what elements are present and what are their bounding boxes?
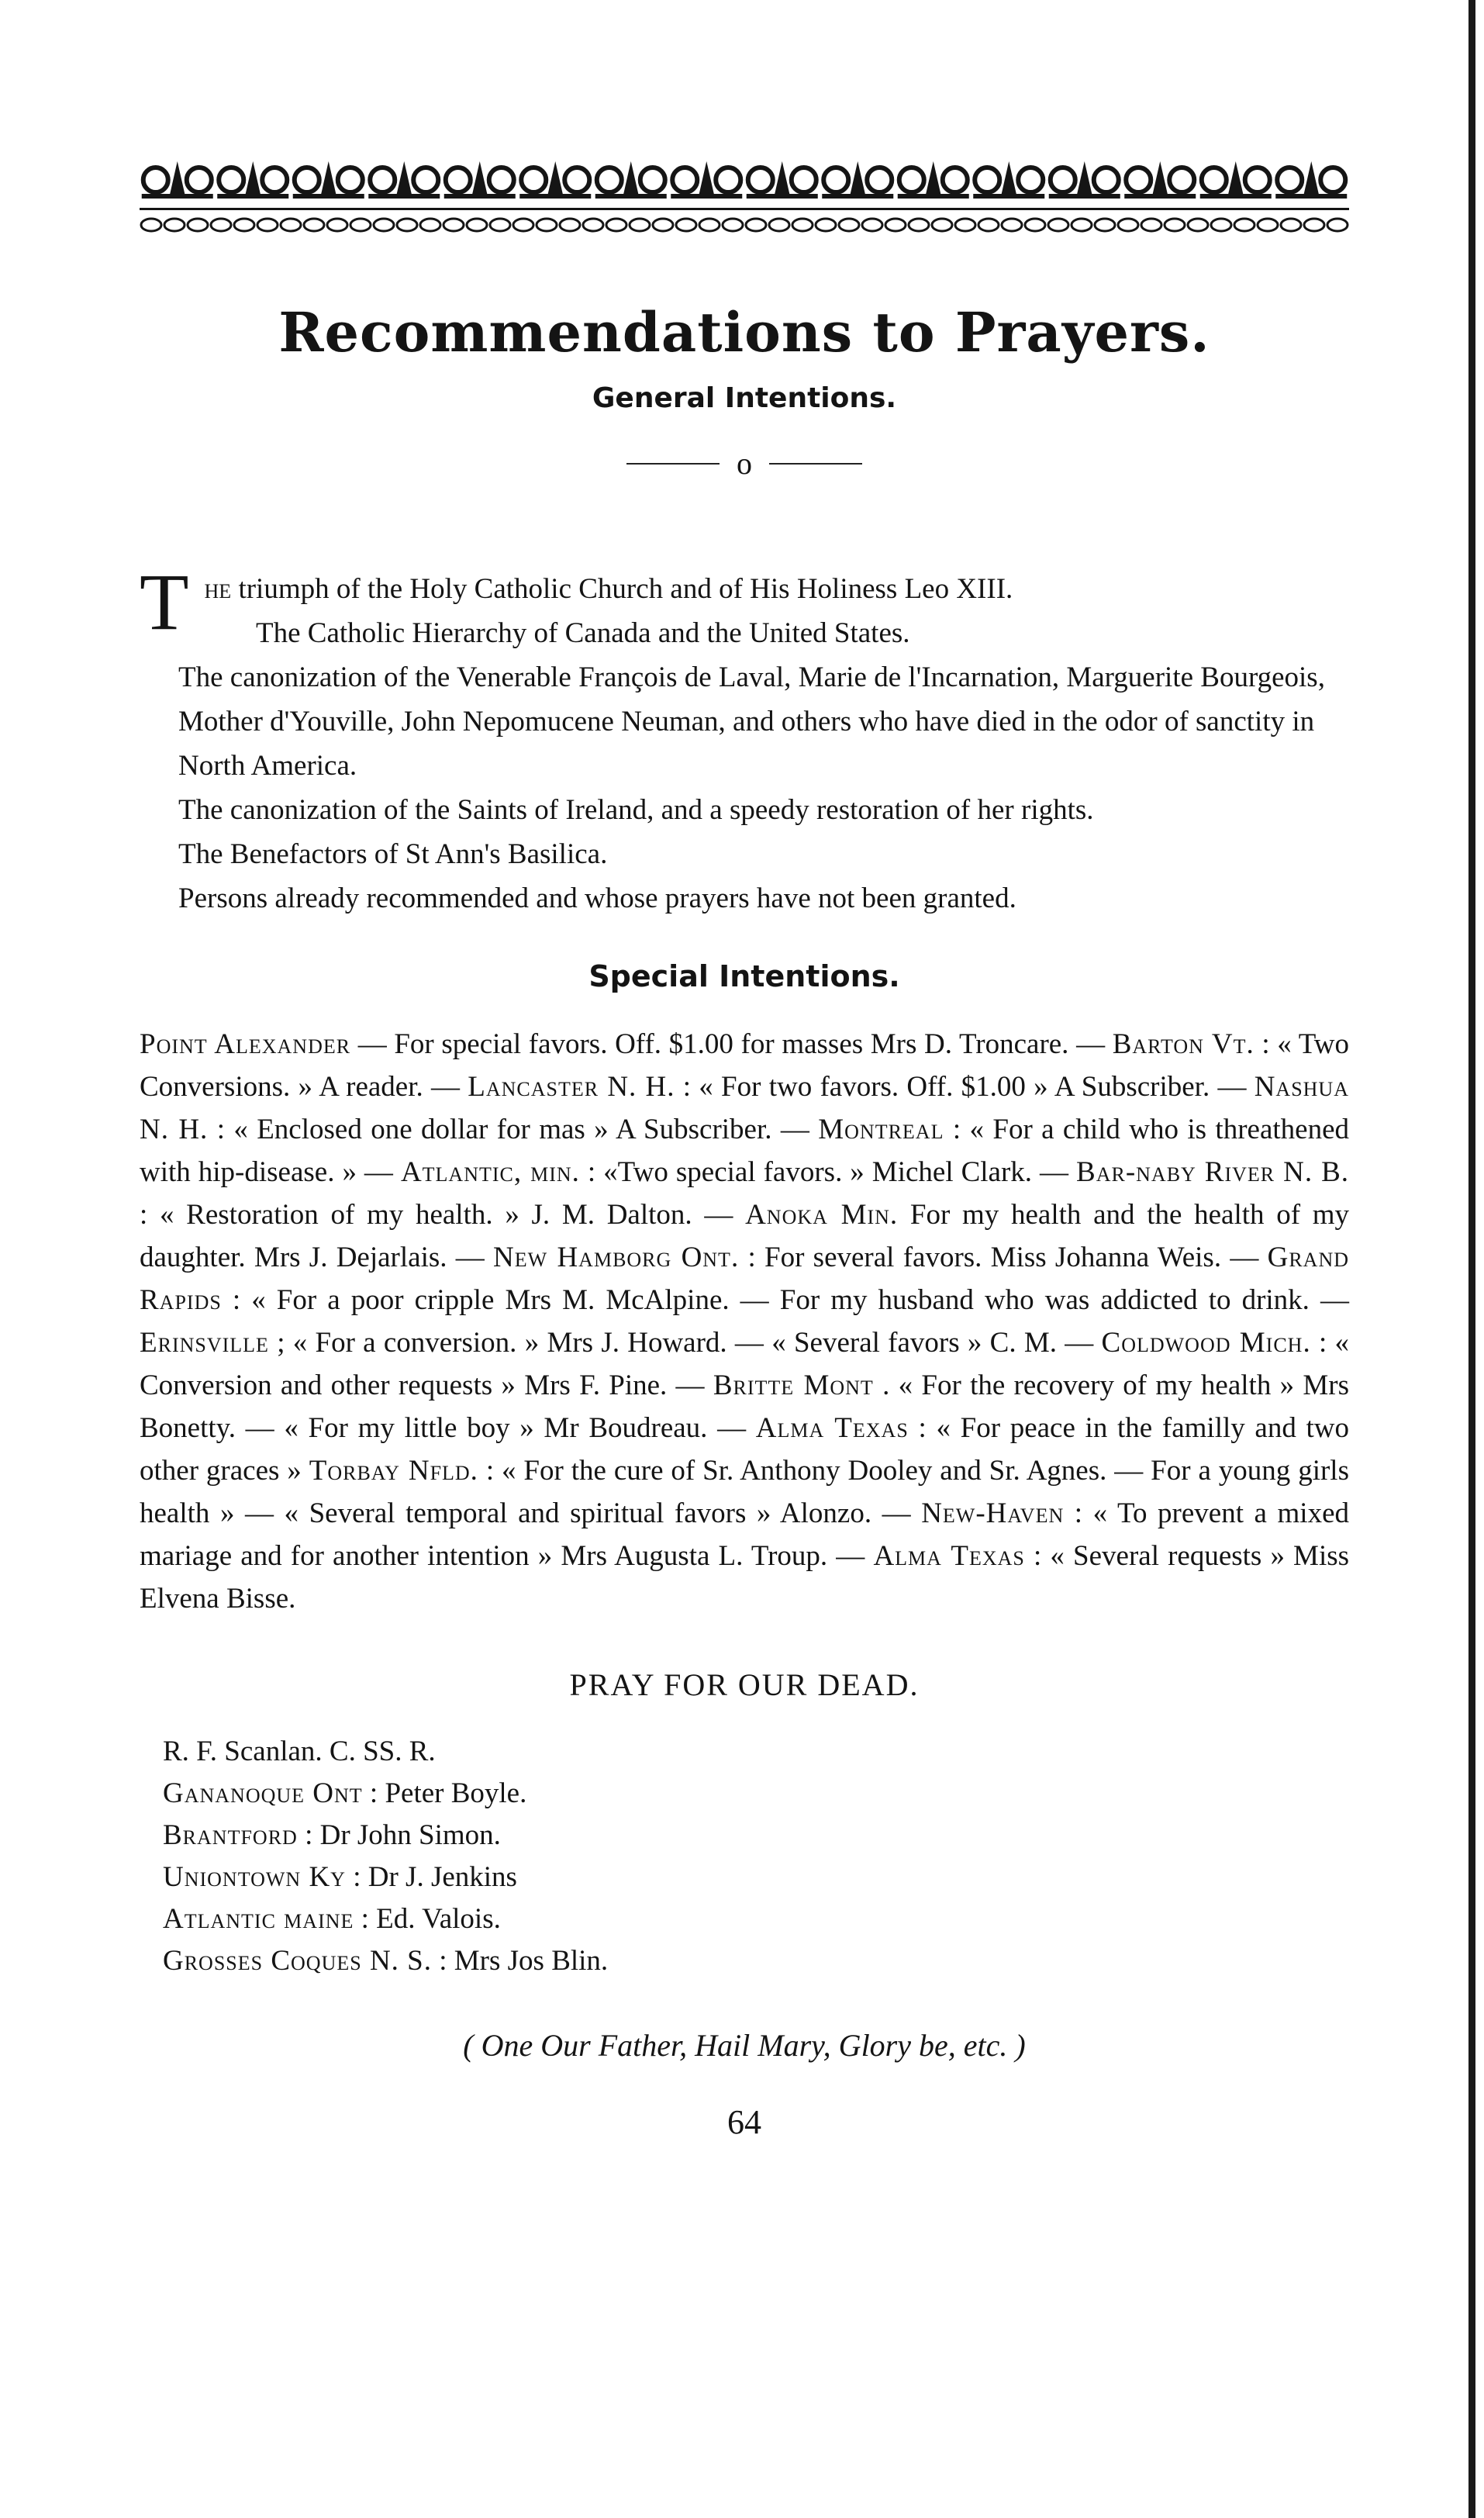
ornament-chain-link bbox=[862, 219, 882, 231]
ornament-chain-link bbox=[630, 219, 650, 231]
ornament-motif bbox=[822, 161, 893, 199]
ornament-chain-link bbox=[978, 219, 999, 231]
place-name: Uniontown Ky bbox=[163, 1861, 346, 1893]
ornament-chain-link bbox=[955, 219, 975, 231]
place-name: Nashua N. H. bbox=[140, 1071, 1349, 1145]
ornament-chain-link bbox=[909, 219, 929, 231]
ornament-chain-link bbox=[443, 219, 464, 231]
ornament-chain-link bbox=[1002, 219, 1022, 231]
place-name: Atlantic, min. bbox=[400, 1156, 580, 1188]
general-item: The canonization of the Venerable François de Laval, Marie de l'Incarnation, Marguerite Bourgeois, Mother d'Youville, John Nepomucene Neuman, and others who have died in the odor of sanctity in North America. bbox=[178, 661, 1325, 782]
place-name: Grand Rapids bbox=[140, 1242, 1350, 1316]
ornament-chain-link bbox=[885, 219, 906, 231]
ornament-motif bbox=[444, 161, 516, 199]
page-number: 64 bbox=[727, 2103, 761, 2141]
ornament-chain-link bbox=[1141, 219, 1161, 231]
ornament-chain-link bbox=[257, 219, 278, 231]
place-name: Point Alexander bbox=[140, 1028, 351, 1060]
ornament-chain-link bbox=[932, 219, 952, 231]
dead-entry: Brantford : Dr John Simon. bbox=[163, 1819, 501, 1851]
ornament-chain-link bbox=[188, 219, 208, 231]
ornament-motif bbox=[973, 161, 1044, 199]
ornament-motif bbox=[595, 161, 667, 199]
closing-prayer-note: ( One Our Father, Hail Mary, Glory be, etc. ) bbox=[463, 2028, 1026, 2063]
dead-entry: Uniontown Ky : Dr J. Jenkins bbox=[163, 1861, 517, 1893]
ornament-chain-link bbox=[1025, 219, 1045, 231]
ornament-motif bbox=[671, 161, 742, 199]
ornament-chain-link bbox=[839, 219, 859, 231]
ornament-chain-link bbox=[560, 219, 580, 231]
ornament-chain-link bbox=[513, 219, 533, 231]
general-item: Persons already recommended and whose prayers have not been granted. bbox=[178, 883, 1016, 914]
page-right-border bbox=[1468, 0, 1475, 2518]
ornament-chain-link bbox=[304, 219, 324, 231]
ornament-chain-link bbox=[1072, 219, 1092, 231]
place-name: Barton Vt. bbox=[1112, 1028, 1254, 1060]
ornament-chain-link bbox=[1281, 219, 1301, 231]
place-name: Lancaster N. H. bbox=[468, 1071, 675, 1103]
ornament-chain-link bbox=[374, 219, 394, 231]
ornament-chain-link bbox=[1327, 219, 1348, 231]
ornament-chain-link bbox=[699, 219, 720, 231]
ornament-motif bbox=[1049, 161, 1120, 199]
ornament-chain-link bbox=[350, 219, 371, 231]
place-name: Bar-naby River N. B. bbox=[1076, 1156, 1350, 1188]
place-name: Erinsville bbox=[140, 1327, 269, 1359]
ornament-chain-link bbox=[1048, 219, 1068, 231]
ornament-motif bbox=[1275, 161, 1347, 199]
ornament-chain-link bbox=[746, 219, 766, 231]
general-intentions-list bbox=[140, 558, 1349, 921]
drop-cap: T bbox=[140, 558, 189, 647]
ornament-motif bbox=[898, 161, 969, 199]
place-name: Atlantic maine bbox=[163, 1903, 354, 1935]
dead-entry: Grosses Coques N. S. : Mrs Jos Blin. bbox=[163, 1945, 609, 1977]
ornament-chain-link bbox=[537, 219, 557, 231]
ornament-chain-link bbox=[1234, 219, 1254, 231]
ornament-chain-link bbox=[490, 219, 510, 231]
general-item: The canonization of the Saints of Ireland, and a speedy restoration of her rights. bbox=[178, 794, 1094, 826]
ornament-chain-link bbox=[1304, 219, 1324, 231]
ornament-chain-link bbox=[1258, 219, 1278, 231]
ornament-motif bbox=[142, 161, 213, 199]
dead-entry: Atlantic maine : Ed. Valois. bbox=[163, 1903, 501, 1935]
place-name: Gananoque Ont bbox=[163, 1777, 363, 1809]
ornament-chain-link bbox=[606, 219, 626, 231]
ornament-motif bbox=[1124, 161, 1196, 199]
special-intentions-heading: Special Intentions. bbox=[588, 959, 900, 993]
ornament-chain-link bbox=[420, 219, 440, 231]
general-item: The Catholic Hierarchy of Canada and the United States. bbox=[256, 617, 910, 649]
ornament-chain-link bbox=[467, 219, 487, 231]
ornament-chain-link bbox=[1118, 219, 1138, 231]
ornament-chain-link bbox=[397, 219, 417, 231]
special-intentions-paragraph: Point Alexander — For special favors. Off. $1.00 for masses Mrs D. Troncare. — Barton Vt. : « Two Conversions. » A reader. — Lancaster N. H. : « For two favors. Off. $1.00 » A Subscriber. — Nashua N. H. : « Enclosed one dollar for mas » A Subscriber. — Montreal : « For a child who is threathened with hip-disease. » — Atlantic, min. : «Two special favors. » Michel Clark. — Bar-naby River N. B. : « Restoration of my health. » J. M. Dalton. — Anoka Min. For my health and the health of my daughter. Mrs J. Dejarlais. — New Hamborg Ont. : For several favors. Miss Johanna Weis. — Grand Rapids : « For a poor cripple Mrs M. McAlpine. — For my husband who was addicted to drink. — Erinsville ; « For a conversion. » Mrs J. Howard. — « Several favors » C. M. — Coldwood Mich. : « Conversion and other requests » Mrs F. Pine. — Britte Mont . « For the recovery of my health » Mrs Bonetty. — « For my little boy » Mr Boudreau. — Alma Texas : « For peace in the familly and two other graces » Torbay Nfld. : « For the cure of Sr. Anthony Dooley and Sr. Agnes. — For a young girls health » — « Several temporal and spiritual favors » Alonzo. — New-Haven : « To prevent a mixed mariage and for another intention » Mrs Augusta L. Troup. — Alma Texas : « Several requests » Miss Elvena Bisse. bbox=[140, 1028, 1350, 1615]
place-name: Brantford bbox=[163, 1819, 298, 1851]
ornament-chain-link bbox=[676, 219, 696, 231]
place-name: Britte Mont bbox=[713, 1370, 874, 1401]
place-name: Coldwood Mich. bbox=[1101, 1327, 1311, 1359]
ornament-motif bbox=[368, 161, 440, 199]
document-page bbox=[140, 147, 1349, 2142]
ornament-motif bbox=[293, 161, 364, 199]
divider-rule-right bbox=[769, 463, 862, 465]
ornament-motif bbox=[519, 161, 591, 199]
ornament-chain-link bbox=[723, 219, 743, 231]
ornament-motif bbox=[217, 161, 288, 199]
divider-rule-left bbox=[626, 463, 720, 465]
ornament-chain-link bbox=[234, 219, 254, 231]
place-name: Torbay Nfld. bbox=[309, 1455, 478, 1487]
ornament-chain-link bbox=[1165, 219, 1185, 231]
dead-entry: Gananoque Ont : Peter Boyle. bbox=[163, 1777, 527, 1809]
general-item: The Benefactors of St Ann's Basilica. bbox=[178, 838, 608, 870]
ornament-chain-link bbox=[1211, 219, 1231, 231]
ornament-chain-link bbox=[769, 219, 789, 231]
ornament-motif bbox=[1200, 161, 1272, 199]
divider-mark: o bbox=[737, 446, 752, 481]
ornament-chain-link bbox=[583, 219, 603, 231]
dead-entry: R. F. Scanlan. C. SS. R. bbox=[163, 1736, 436, 1767]
place-name: Montreal bbox=[818, 1114, 944, 1145]
page-title: Recommendations to Prayers. bbox=[278, 300, 1210, 364]
ornament-chain-link bbox=[792, 219, 813, 231]
ornament-chain-link bbox=[211, 219, 231, 231]
place-name: Alma Texas bbox=[873, 1540, 1025, 1572]
ornament-chain-link bbox=[1095, 219, 1115, 231]
ornament-chain-link bbox=[164, 219, 185, 231]
ornament-chain-link bbox=[281, 219, 301, 231]
ornament-chain-link bbox=[327, 219, 347, 231]
place-name: Alma Texas bbox=[755, 1412, 909, 1444]
ornament-chain-link bbox=[816, 219, 836, 231]
section-divider bbox=[140, 445, 1349, 482]
ornament-chain-link bbox=[141, 219, 161, 231]
ornament-chain-link bbox=[1188, 219, 1208, 231]
place-name: New Hamborg Ont. bbox=[493, 1242, 740, 1273]
ornament-motif bbox=[747, 161, 818, 199]
place-name: New-Haven bbox=[921, 1497, 1065, 1529]
general-item: The triumph of the Holy Catholic Church and of His Holiness Leo XIII. bbox=[140, 558, 1013, 647]
place-name: Anoka Min. bbox=[745, 1199, 899, 1231]
ornament-chain-link bbox=[653, 219, 673, 231]
pray-for-dead-heading: PRAY FOR OUR DEAD. bbox=[569, 1667, 920, 1702]
place-name: Grosses Coques N. S. bbox=[163, 1945, 432, 1977]
dead-list bbox=[140, 1731, 1349, 1982]
decorative-header-ornament bbox=[140, 147, 1349, 240]
general-intentions-heading: General Intentions. bbox=[592, 382, 897, 414]
